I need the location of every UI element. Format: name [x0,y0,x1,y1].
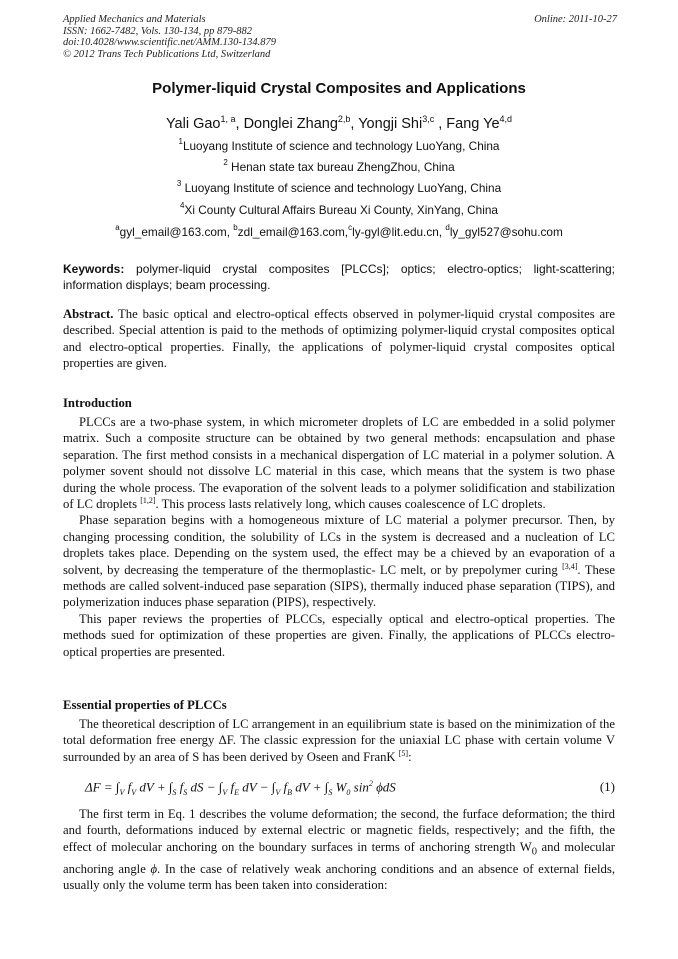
paragraph-text: . These methods are called solvent-induced pase separation (SIPS), thermally induced phase separation (TIPS), and polymerization induces phase separation (PIPS), respectively. [63,562,615,610]
subscript: 0 [531,846,537,858]
author-affiliation-mark: 3,c [422,114,435,124]
paragraph-text: . In the case of relatively weak anchoring conditions and an absence of external fields, usually only the volume term has been taken into consideration: [63,861,615,893]
keywords-label: Keywords: [63,262,125,276]
email-mark: d [445,223,450,232]
keywords-text: polymer-liquid crystal composites [PLCCs]; optics; electro-optics; light-scattering; information displays; beam processing. [63,262,615,292]
abstract [63,306,615,372]
author-separator: , [350,116,359,132]
author-affiliation-mark: 4,d [499,114,513,124]
paragraph-text: The first term in Eq. 1 describes the volume deformation; the second, the furface deformation; the third and fourth, deformations induced by external electric or magnetic fields, respectively; and the fifth, the effect of molecular anchoring on the boundary surfaces in terms of anchoring strength W [63,807,615,854]
citation[interactable]: [1,2] [140,496,156,506]
affiliation [63,139,615,153]
phi-symbol: ϕ [150,861,158,876]
online-date: Online: 2011-10-27 [534,14,617,25]
equation-expression: $\Delta F = \int_V$ $f_V$ dV + $\int_S$ $f_S$ dS − $\int_V$ $f_E$ dV − $\int_V$ $f_B$ dV + $\int_S$ $W_0$ $\sin^2 \phi dS$ [85,779,396,797]
equation-1 [85,779,615,799]
affiliation-text: Luoyang Institute of science and technology LuoYang, China [181,181,502,195]
affiliation [63,160,615,174]
email-list [63,225,615,239]
citation[interactable]: [3,4] [562,561,578,571]
author-affiliation-mark: 2,b [337,114,351,124]
email-address[interactable]: gyl_email@163.com, [119,225,234,239]
affiliation-mark: 1 [178,137,183,146]
affiliation-mark: 4 [180,201,185,210]
abstract-text: The basic optical and electro-optical effects observed in polymer-liquid crystal composites are described. Special attention is paid to the methods of optimizing polymer-liquid crystal composites optical and electro-optical properties. Finally, the applications of polymer-liquid crystal composites optical properties are given. [63,307,615,371]
paragraph [63,414,615,512]
author-name: Yali Gao [165,116,221,132]
essential-body-bottom [63,806,615,894]
essential-body-top [63,716,615,765]
affiliation [63,203,615,217]
email-address[interactable]: ly_gyl527@sohu.com [449,225,563,239]
paragraph [63,806,615,894]
introduction-body [63,414,615,660]
author-name: Fang Ye [446,116,500,132]
email-mark: a [115,223,120,232]
issn-line: ISSN: 1662-7482, Vols. 130-134, pp 879-882 [63,25,252,37]
email-address[interactable]: zdl_email@163.com, [237,225,349,239]
paper-title: Polymer-liquid Crystal Composites and Applications [152,80,526,97]
email-mark: c [348,223,353,232]
section-heading-essential-properties: Essential properties of PLCCs [63,698,227,712]
author-name: Yongji Shi [358,116,423,132]
keywords [63,261,615,293]
paragraph-text: The theoretical description of LC arrangement in an equilibrium state is based on the minimization of the total deformation free energy ΔF. The classic expression for the uniaxial LC phase with certain volume V surrounded by an area of S has been derived by Oseen and FranK [63,717,615,764]
email-address[interactable]: ly-gyl@lit.edu.cn, [352,225,446,239]
author-separator: , [235,116,244,132]
email-mark: b [233,223,238,232]
equation-number: (1) [599,779,615,794]
author-list [63,116,615,132]
author-affiliation-mark: 1, a [220,114,236,124]
copyright-line: © 2012 Trans Tech Publications Ltd, Switzerland [63,48,271,60]
citation[interactable]: [5] [398,748,409,758]
affiliation [63,181,615,195]
doi-line[interactable]: doi:10.4028/www.scientific.net/AMM.130-134.879 [63,37,276,49]
paragraph: This paper reviews the properties of PLCCs, especially optical and electro-optical properties. The methods sued for optimization of these properties are given. Finally, the applications of PLCCs electro-optical properties are presented. [63,611,615,659]
journal-name: Applied Mechanics and Materials [63,14,206,25]
paragraph-text: PLCCs are a two-phase system, in which micrometer droplets of LC are embedded in a solid polymer matrix. Such a composite structure can be obtained by two general methods: encapsulation and phase separation. The first method consists in a mechanical dispergation of LC material in a polymer solution. A polymer sovent should not dissolve LC material in this case, which means that the system is two phase during the whole process. The evaporation of the solvent leads to a polymer solidification and stabilization of LC droplets [63,415,615,512]
paragraph-text: . This process lasts relatively long, which causes coalescence of LC droplets. [155,497,546,512]
paragraph [63,716,615,765]
author-name: Donglei Zhang [243,116,338,132]
paragraph [63,512,615,610]
affiliation-mark: 3 [176,179,182,188]
affiliation-text: Luoyang Institute of science and technology LuoYang, China [182,139,500,153]
journal-header [63,14,617,60]
paragraph-text: : [408,749,412,764]
section-heading-introduction: Introduction [63,396,132,410]
author-separator: , [434,116,447,132]
abstract-label: Abstract. [63,307,114,321]
paragraph-text: Phase separation begins with a homogeneous mixture of LC material a polymer precursor. Then, by changing processing condition, the solubility of LCs in the system is decreased and a nucleation of LC droplets takes place. Depending on the system used, the effect may be a chieved by an evaporation of a solvent, by decreasing the temperature of the thermoplastic- LC melt, or by prepolymer curing [63,513,615,577]
paragraph-text: and molecular anchoring angle [63,839,616,876]
affiliation-mark: 2 [223,158,228,167]
affiliation-text: Henan state tax bureau ZhengZhou, China [227,160,455,174]
affiliation-text: Xi County Cultural Affairs Bureau Xi County, XinYang, China [184,203,498,217]
